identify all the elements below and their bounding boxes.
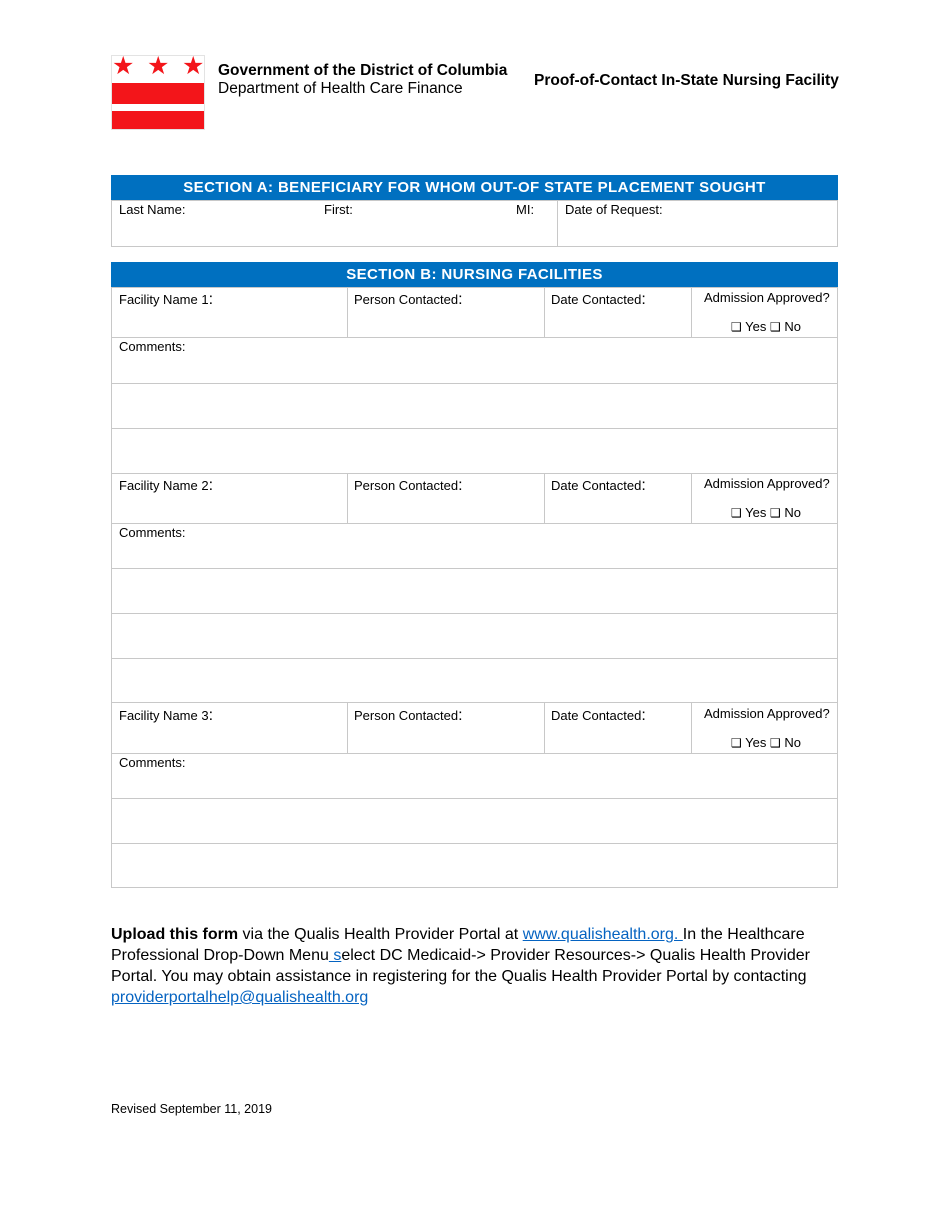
no-checkbox-icon[interactable]: ❑ (770, 320, 781, 334)
facility-2-approved-label: Admission Approved? (704, 476, 830, 491)
portal-link[interactable]: www.qualishealth.org. (522, 926, 683, 943)
facility-1-comments-field[interactable]: Comments: (119, 339, 186, 354)
flag-star-icon: ★ (112, 51, 135, 80)
flag-star-icon: ★ (147, 51, 170, 80)
help-email-link[interactable]: providerportalhelp@qualishealth.org (111, 989, 369, 1006)
first-name-field[interactable]: First: (324, 202, 353, 217)
upload-instructions: Upload this form via the Qualis Health Provider Portal at www.qualishealth.org. In the Healthcare Professional Drop-Down Menu select DC Medicaid-> Provider Resources-> Qualis Health Provider Portal. You may obtain assistance in registering for the Qualis Health Provider Portal by contacting providerportalhelp@qualishealth.org (111, 926, 810, 1006)
section-a-header: SECTION A: BENEFICIARY FOR WHOM OUT-OF STATE PLACEMENT SOUGHT (111, 175, 838, 201)
last-name-field[interactable]: Last Name: (119, 202, 186, 217)
yes-checkbox-icon[interactable]: ❑ (731, 736, 742, 750)
facility-1-approved-options[interactable]: ❑ Yes ❑ No (731, 319, 802, 334)
facility-3-approved-options[interactable]: ❑ Yes ❑ No (731, 735, 802, 750)
facility-3-name-field[interactable]: Facility Name 3: (119, 707, 214, 724)
no-checkbox-icon[interactable]: ❑ (770, 736, 781, 750)
facility-1-approved-label: Admission Approved? (704, 290, 830, 305)
yes-checkbox-icon[interactable]: ❑ (731, 506, 742, 520)
facility-2-date-field[interactable]: Date Contacted: (551, 477, 646, 494)
section-b-header: SECTION B: NURSING FACILITIES (111, 262, 838, 288)
facility-1-date-field[interactable]: Date Contacted: (551, 291, 646, 308)
facility-3-comments-field[interactable]: Comments: (119, 755, 186, 770)
flag-star-icon: ★ (182, 51, 205, 80)
facility-1-person-field[interactable]: Person Contacted: (354, 291, 463, 308)
select-link[interactable]: s (328, 947, 342, 964)
document-title: Proof-of-Contact In-State Nursing Facility (534, 72, 839, 89)
dc-flag-logo (111, 51, 205, 130)
facility-3-date-field[interactable]: Date Contacted: (551, 707, 646, 724)
facility-3-approved-label: Admission Approved? (704, 706, 830, 721)
org-name: Government of the District of Columbia (218, 62, 508, 79)
middle-initial-field[interactable]: MI: (516, 202, 535, 217)
revision-date: Revised September 11, 2019 (111, 1102, 272, 1116)
facility-2-approved-options[interactable]: ❑ Yes ❑ No (731, 505, 802, 520)
no-checkbox-icon[interactable]: ❑ (770, 506, 781, 520)
facility-2-comments-field[interactable]: Comments: (119, 525, 186, 540)
section-a-table (111, 200, 838, 247)
yes-checkbox-icon[interactable]: ❑ (731, 320, 742, 334)
date-of-request-field[interactable]: Date of Request: (565, 202, 663, 217)
facility-2-person-field[interactable]: Person Contacted: (354, 477, 463, 494)
department-name: Department of Health Care Finance (218, 80, 463, 97)
facility-2-name-field[interactable]: Facility Name 2: (119, 477, 214, 494)
facility-1-name-field[interactable]: Facility Name 1: (119, 291, 214, 308)
facility-3-person-field[interactable]: Person Contacted: (354, 707, 463, 724)
